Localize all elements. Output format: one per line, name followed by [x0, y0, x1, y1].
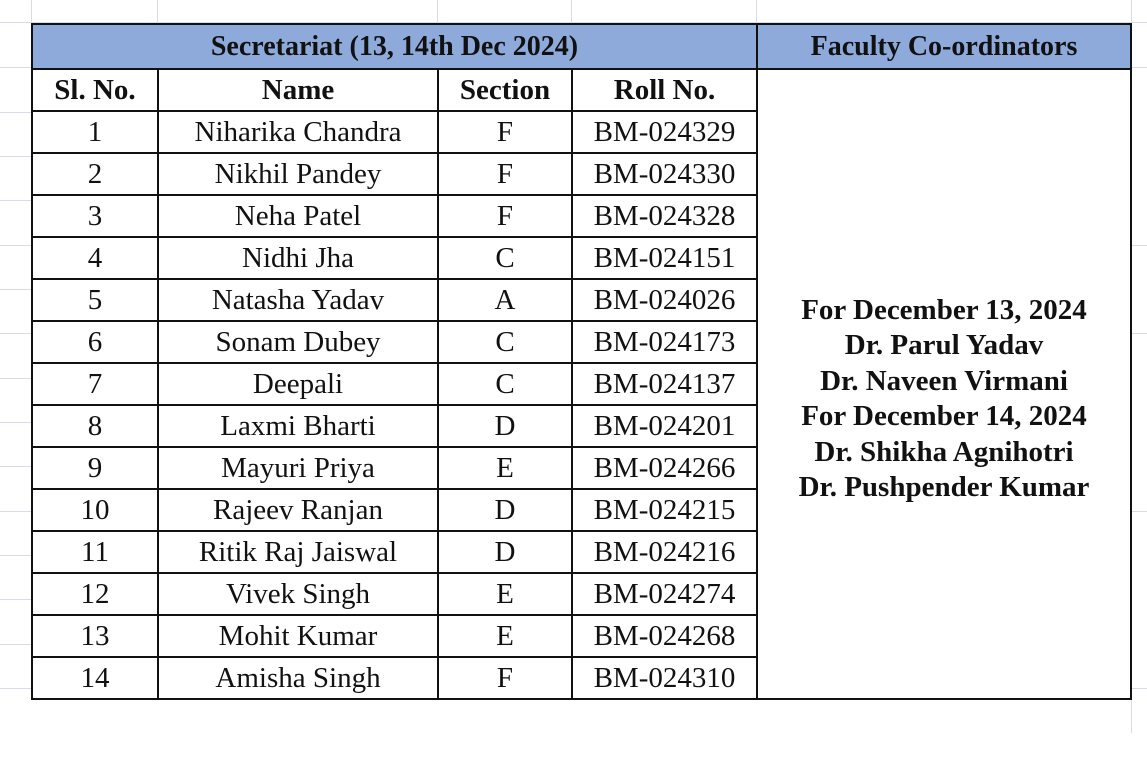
faculty-date-dec-13: For December 13, 2024 [801, 293, 1087, 326]
secretariat-table [31, 23, 1132, 700]
cell-sl-no[interactable]: 6 [32, 321, 158, 363]
faculty-name: Dr. Naveen Virmani [820, 364, 1068, 397]
cell-roll-no[interactable]: BM-024310 [572, 657, 757, 699]
cell-section[interactable]: F [438, 111, 572, 153]
cell-roll-no[interactable]: BM-024329 [572, 111, 757, 153]
cell-section[interactable]: C [438, 237, 572, 279]
cell-sl-no[interactable]: 14 [32, 657, 158, 699]
cell-roll-no[interactable]: BM-024216 [572, 531, 757, 573]
gridline [756, 0, 757, 22]
cell-roll-no[interactable]: BM-024268 [572, 615, 757, 657]
gridline [0, 156, 32, 157]
column-header-row [32, 69, 1131, 111]
gridline [0, 466, 32, 467]
gridline [0, 555, 32, 556]
gridline [0, 511, 32, 512]
gridline [0, 200, 32, 201]
gridline [0, 289, 32, 290]
cell-section[interactable]: F [438, 195, 572, 237]
faculty-date-dec-14: For December 14, 2024 [801, 400, 1087, 432]
gridline [157, 0, 158, 22]
cell-name[interactable]: Sonam Dubey [158, 321, 438, 363]
cell-section[interactable]: E [438, 615, 572, 657]
cell-name[interactable]: Deepali [158, 363, 438, 405]
cell-roll-no[interactable]: BM-024201 [572, 405, 757, 447]
cell-name[interactable]: Rajeev Ranjan [158, 489, 438, 531]
faculty-heading[interactable]: Faculty Co-ordinators [757, 24, 1131, 69]
column-header-sl-no[interactable]: Sl. No. [32, 69, 158, 111]
cell-sl-no[interactable]: 11 [32, 531, 158, 573]
gridline [0, 333, 32, 334]
gridline [0, 422, 32, 423]
gridline [1131, 67, 1147, 68]
faculty-name: Dr. Parul Yadav [844, 329, 1044, 361]
gridline [0, 644, 32, 645]
cell-section[interactable]: C [438, 363, 572, 405]
cell-roll-no[interactable]: BM-024274 [572, 573, 757, 615]
cell-name[interactable]: Vivek Singh [158, 573, 438, 615]
cell-roll-no[interactable]: BM-024137 [572, 363, 757, 405]
gridline [1131, 511, 1147, 512]
cell-section[interactable]: D [438, 531, 572, 573]
cell-name[interactable]: Ritik Raj Jaiswal [158, 531, 438, 573]
cell-section[interactable]: E [438, 447, 572, 489]
column-header-name[interactable]: Name [158, 69, 438, 111]
cell-sl-no[interactable]: 1 [32, 111, 158, 153]
gridline [1131, 688, 1147, 689]
gridline [437, 0, 438, 22]
cell-roll-no[interactable]: BM-024330 [572, 153, 757, 195]
cell-sl-no[interactable]: 8 [32, 405, 158, 447]
cell-sl-no[interactable]: 9 [32, 447, 158, 489]
faculty-coordinators-cell[interactable] [757, 69, 1131, 699]
cell-section[interactable]: E [438, 573, 572, 615]
gridline [0, 378, 32, 379]
cell-name[interactable]: Nikhil Pandey [158, 153, 438, 195]
cell-roll-no[interactable]: BM-024215 [572, 489, 757, 531]
header-band-row [32, 24, 1131, 69]
cell-sl-no[interactable]: 2 [32, 153, 158, 195]
gridline [0, 688, 32, 689]
cell-section[interactable]: A [438, 279, 572, 321]
cell-sl-no[interactable]: 7 [32, 363, 158, 405]
cell-roll-no[interactable]: BM-024026 [572, 279, 757, 321]
cell-name[interactable]: Natasha Yadav [158, 279, 438, 321]
cell-sl-no[interactable]: 4 [32, 237, 158, 279]
cell-name[interactable]: Mohit Kumar [158, 615, 438, 657]
cell-section[interactable]: D [438, 489, 572, 531]
gridline [0, 599, 32, 600]
cell-roll-no[interactable]: BM-024328 [572, 195, 757, 237]
faculty-name: Dr. Shikha Agnihotri [814, 435, 1074, 468]
faculty-name: Dr. Pushpender Kumar [798, 471, 1090, 503]
cell-roll-no[interactable]: BM-024266 [572, 447, 757, 489]
cell-roll-no[interactable]: BM-024151 [572, 237, 757, 279]
gridline [0, 67, 32, 68]
column-header-roll-no[interactable]: Roll No. [572, 69, 757, 111]
gridline [31, 0, 32, 22]
column-header-section[interactable]: Section [438, 69, 572, 111]
cell-name[interactable]: Nidhi Jha [158, 237, 438, 279]
cell-name[interactable]: Neha Patel [158, 195, 438, 237]
cell-name[interactable]: Amisha Singh [158, 657, 438, 699]
cell-name[interactable]: Laxmi Bharti [158, 405, 438, 447]
cell-sl-no[interactable]: 13 [32, 615, 158, 657]
gridline [571, 0, 572, 22]
gridline [1131, 333, 1147, 334]
gridline [1131, 245, 1147, 246]
cell-sl-no[interactable]: 5 [32, 279, 158, 321]
cell-sl-no[interactable]: 12 [32, 573, 158, 615]
cell-section[interactable]: D [438, 405, 572, 447]
gridline [0, 245, 32, 246]
cell-roll-no[interactable]: BM-024173 [572, 321, 757, 363]
cell-section[interactable]: C [438, 321, 572, 363]
cell-name[interactable]: Niharika Chandra [158, 111, 438, 153]
cell-name[interactable]: Mayuri Priya [158, 447, 438, 489]
secretariat-heading[interactable]: Secretariat (13, 14th Dec 2024) [32, 24, 757, 69]
cell-section[interactable]: F [438, 657, 572, 699]
cell-section[interactable]: F [438, 153, 572, 195]
gridline [0, 112, 32, 113]
cell-sl-no[interactable]: 3 [32, 195, 158, 237]
cell-sl-no[interactable]: 10 [32, 489, 158, 531]
